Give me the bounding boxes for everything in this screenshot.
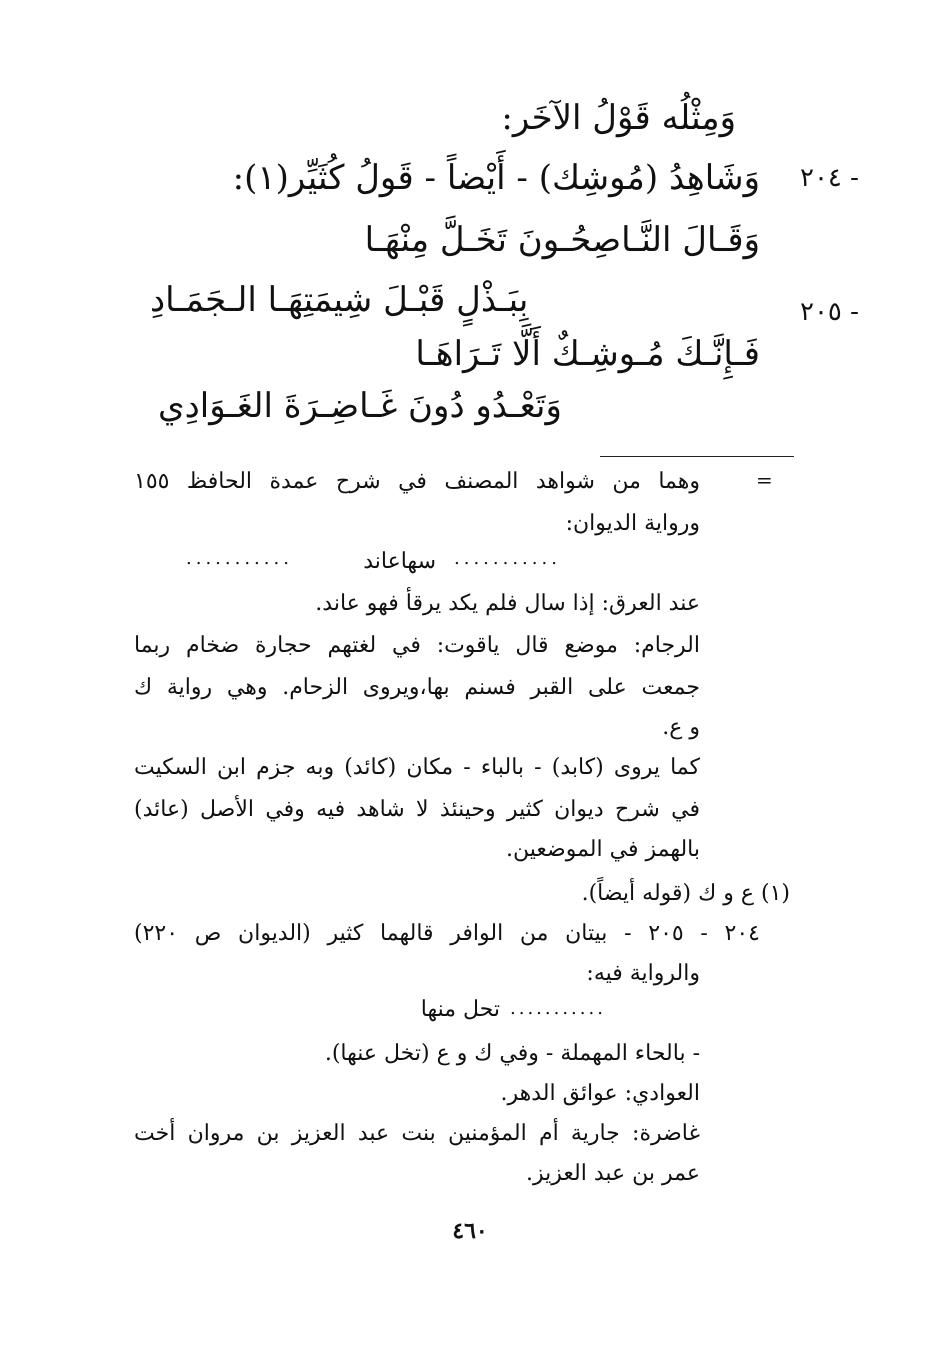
footnote-line: بالهمز في الموضعين.	[506, 837, 700, 862]
verse-note-204-205: ٢٠٤ - ٢٠٥ - بيتان من الوافر قالهما كثير (الديوان ص ٢٢٠)	[134, 921, 760, 946]
footnote-separator	[600, 456, 794, 457]
footnote-line: الرجام: موضع قال ياقوت: في لغتهم حجارة ضخام ربما	[134, 633, 700, 658]
continuation-mark: =	[756, 468, 773, 492]
verse-number-205: ٢٠٥ -	[800, 297, 859, 327]
footnote-line: في شرح ديوان كثير وحينئذ لا شاهد فيه وفي الأصل (عائد)	[134, 797, 700, 822]
footnote-line: جمعت على القبر فسنم بها،ويروى الزحام. وهي رواية ك	[134, 675, 700, 700]
verse-hemistich-4: وَتَعْـدُو دُونَ غَـاضِـرَةَ الغَـوَادِي	[158, 386, 562, 426]
ellipsis-dots: ...........	[510, 998, 606, 1019]
footnote-line: سهاعاند	[363, 549, 436, 574]
footnote-line: عند العرق: إذا سال فلم يكد يرقأ فهو عاند.	[315, 591, 700, 616]
verse-hemistich-1: وَقَـالَ النَّـاصِحُـونَ تَخَـلَّ مِنْهَـا	[364, 220, 760, 260]
footnote-line: والرواية فيه:	[586, 961, 700, 986]
footnote-line: - بالحاء المهملة - وفي ك و ع (تخل عنها).	[324, 1041, 700, 1066]
footnote-1: (١) ع و ك (قوله أيضاً).	[581, 881, 790, 906]
footnote-line: ورواية الديوان:	[565, 511, 700, 536]
verse-hemistich-2: بِبَـذْلٍ قَبْـلَ شِيمَتِهَـا الـجَمَـادِ	[150, 280, 529, 320]
witness-heading: وَشَاهِدُ (مُوشِك) - أَيْضاً - قَولُ كُثَيِّر(١):	[232, 158, 760, 198]
intro-line: وَمِثْلُه قَوْلُ الآخَر:	[501, 98, 736, 138]
footnote-line: كما يروى (كابد) - بالباء - مكان (كائد) وبه جزم ابن السكيت	[134, 755, 700, 780]
ellipsis-dots: ...........	[186, 548, 293, 569]
footnote-line: و ع.	[662, 715, 700, 740]
verse-number-204: ٢٠٤ -	[800, 163, 859, 193]
ellipsis-dots: ...........	[454, 548, 561, 569]
footnote-line: العوادي: عوائق الدهر.	[500, 1081, 700, 1106]
footnote-line: عمر بن عبد العزيز.	[526, 1161, 700, 1186]
verse-hemistich-3: فَـإِنَّـكَ مُـوشِـكٌ أَلَّا تَـرَاهَـا	[415, 334, 760, 374]
footnote-line: غاضرة: جارية أم المؤمنين بنت عبد العزيز بن مروان أخت	[134, 1121, 700, 1146]
footnote-line: تحل منها	[420, 997, 500, 1022]
page-number: ٤٦٠	[452, 1218, 488, 1244]
footnote-line: وهما من شواهد المصنف في شرح عمدة الحافظ ١٥٥	[134, 469, 700, 494]
